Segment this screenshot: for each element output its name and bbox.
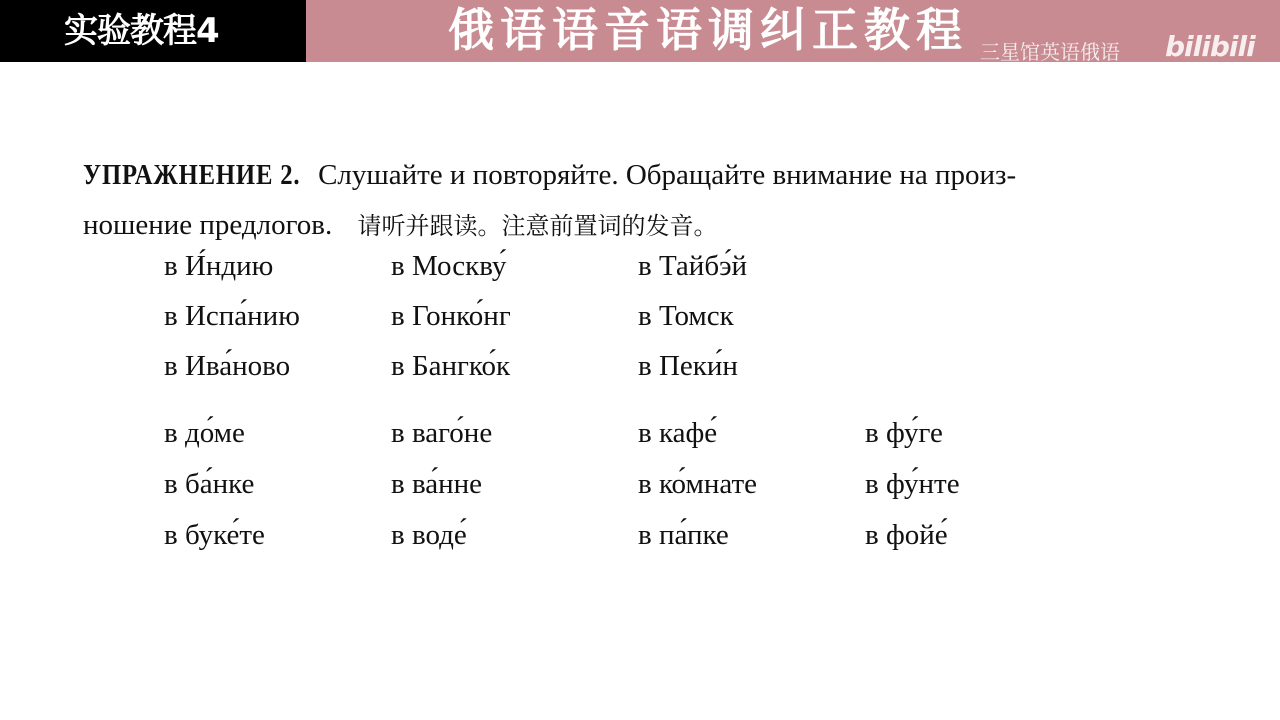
instruction-line-2: ношение предлогов. [83,209,333,241]
word-item: в фу́ге [865,417,943,449]
word-item: в Томск [638,300,734,332]
exercise-instructions [83,150,1183,251]
word-item: в ваго́не [391,417,493,449]
word-item: в ва́нне [391,468,483,500]
word-item: в до́ме [164,417,245,449]
word-item: в фойе́ [865,519,948,551]
word-item: в Бангко́к [391,350,511,382]
exercise-heading: УПРАЖНЕНИЕ 2. [83,159,301,191]
word-item: в Испа́нию [164,300,300,332]
course-title: 俄语语音语调纠正教程 [448,3,968,57]
word-item: в Ива́ново [164,350,291,382]
word-item: в буке́те [164,519,265,551]
word-item: в па́пке [638,519,729,551]
word-item: в ко́мнате [638,468,758,500]
bilibili-logo: bilibili [1165,30,1255,63]
instruction-line-1: Слушайте и повторяйте. Обращайте внимание на произ- [318,159,1017,191]
word-item: в фу́нте [865,468,960,500]
lesson-label: 实验教程4 [0,0,306,62]
word-item: в кафе́ [638,417,718,449]
chinese-instruction: 请听并跟读。注意前置词的发音。 [357,212,718,240]
word-item: в ба́нке [164,468,255,500]
word-item: в Москву́ [391,250,507,282]
word-item: в Тайбэ́й [638,250,748,282]
word-item: в И́ндию [164,250,274,282]
word-item: в воде́ [391,519,467,551]
watermark: 三星馆英语俄语 [980,40,1120,64]
title-bar [0,0,1280,62]
word-item: в Пеки́н [638,350,738,382]
word-item: в Гонко́нг [391,300,511,332]
